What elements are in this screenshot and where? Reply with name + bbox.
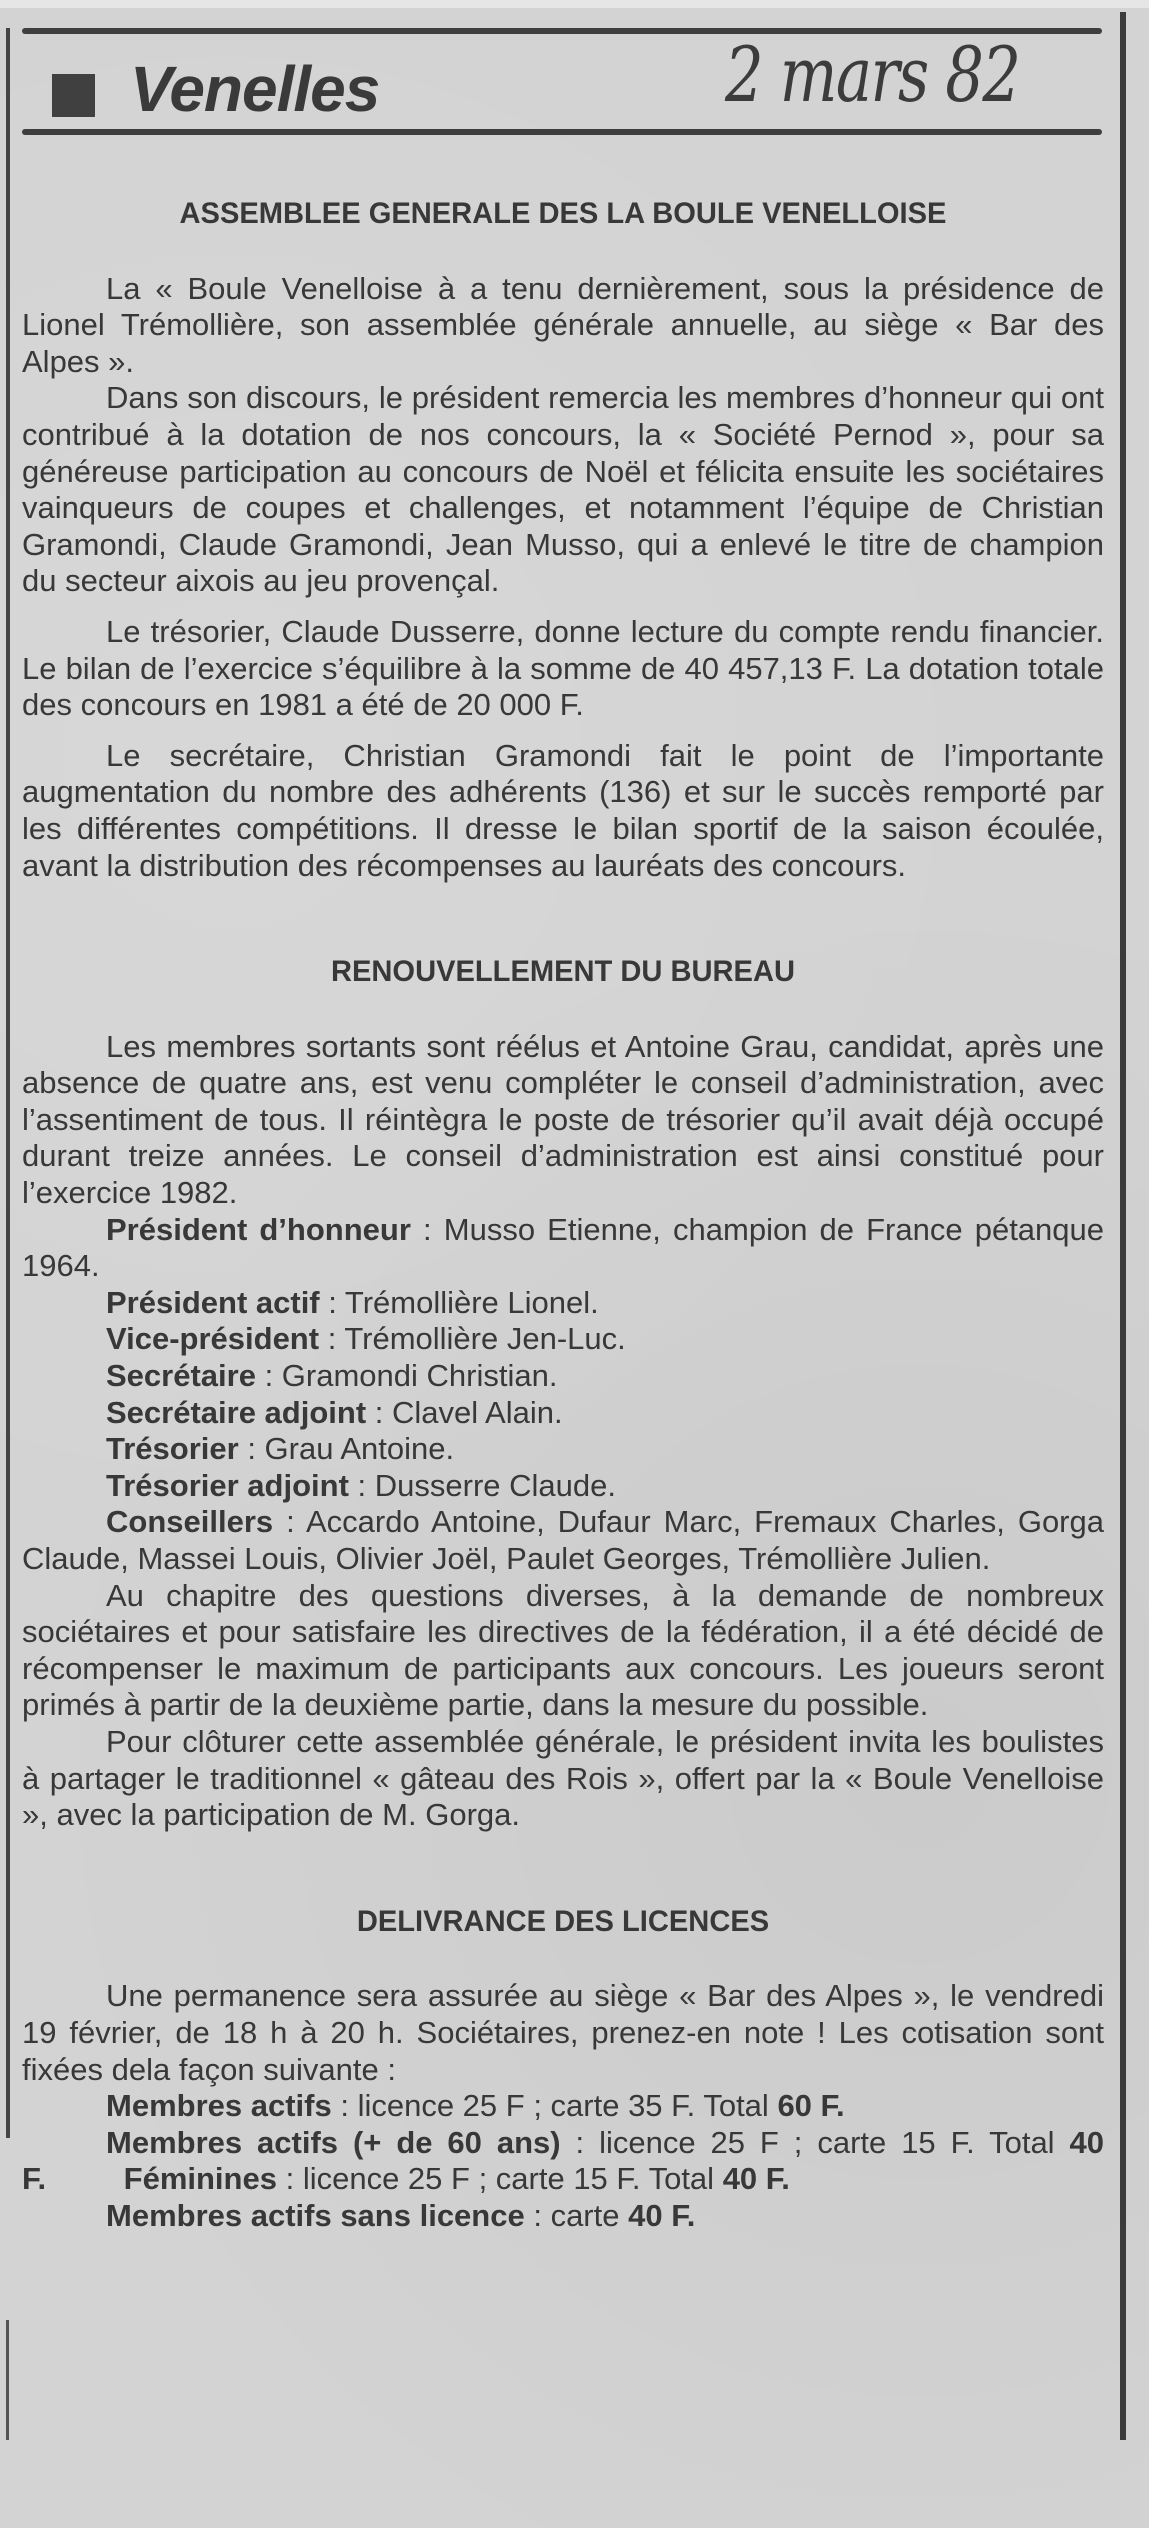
board-names: Trémollière Jen-Luc. [344,1321,626,1357]
fee-category: Féminines [123,2161,277,2197]
board-entry: Vice-président : Trémollière Jen-Luc. [106,1321,626,1357]
board-entry: Trésorier adjoint : Dusserre Claude. [106,1467,616,1503]
header-rule-bottom [22,129,1102,135]
square-bullet-icon [52,74,95,117]
fee-total: 40 F. [628,2197,696,2233]
right-column-rule [1120,12,1126,2440]
board-entry: Président actif : Trémollière Lionel. [106,1284,599,1320]
board-entry: Secrétaire : Gramondi Christian. [106,1358,558,1394]
fee-entry: Membres actifs (+ de 60 ans) : licence 25 F ; carte 15 F. Total 40 F. Féminines : licence 25 F ; carte 15 F. Total 40 F. [22,2124,1104,2197]
left-column-rule [6,28,10,2138]
fee-detail: licence 25 F ; carte 35 F. Total [357,2088,778,2124]
paragraph: Une permanence sera assurée au siège « Bar des Alpes », le vendredi 19 février, de 18 h à 20 h. Sociétaires, prenez-en note ! Les cotisation sont fixées dela façon suivante : [22,1978,1104,2087]
board-names: Trémollière Lionel. [344,1284,599,1320]
article-body [22,196,1104,2235]
section-title: Venelles [130,53,380,125]
board-role: Trésorier [106,1431,239,1467]
board-list [22,1212,1104,1578]
paragraph: Dans son discours, le président remercia les membres d’honneur qui ont contribué à la dotation de nos concours, la « Société Pernod », pour sa généreuse participation au concours de Noël et félicita ensuite les sociétaires vainqueurs de coupes et challenges, et notamment l’équipe de Christian Gramondi, Claude Gramondi, Jean Musso, qui a enlevé le titre de champion du secteur aixois au jeu provençal. [22,380,1104,599]
board-role: Secrétaire [106,1358,256,1394]
left-column-rule-lower [6,2320,9,2440]
fee-category: Membres actifs (+ de 60 ans) [106,2124,561,2160]
board-names: Clavel Alain. [392,1394,563,1430]
board-entry: Trésorier : Grau Antoine. [106,1431,455,1467]
board-entry: Conseillers : Accardo Antoine, Dufaur Marc, Fremaux Charles, Gorga Claude, Massei Louis, Olivier Joël, Paulet Georges, Trémollière Julien. [22,1504,1104,1576]
paragraph: Pour clôturer cette assemblée générale, le président invita les boulistes à partager le traditionnel « gâteau des Rois », offert par la « Boule Venelloise », avec la participation de M. Gorga. [22,1723,1104,1833]
handwritten-date: 2 mars 82 [725,30,1020,119]
paragraph: Le secrétaire, Christian Gramondi fait le point de l’importante augmentation du nombre des adhérents (136) et sur le succès remporté par les différentes compétitions. Il dresse le bilan sportif de la saison écoulée, avant la distribution des récompenses au lauréats des concours. [22,737,1104,883]
fee-list [22,2088,1104,2234]
board-role: Président actif [106,1284,320,1320]
fee-detail: licence 25 F ; carte 15 F. Total [302,2161,723,2197]
paragraph: La « Boule Venelloise à a tenu dernièrement, sous la présidence de Lionel Trémollière, son assemblée générale annuelle, au siège « Bar des Alpes ». [22,270,1104,379]
fee-total: 40 F. [722,2161,790,2197]
fee-category: Membres actifs sans licence [106,2197,525,2233]
fee-entry: Membres actifs : licence 25 F ; carte 35 F. Total 60 F. [106,2088,845,2124]
board-names: Gramondi Christian. [281,1358,558,1394]
subheading-bureau: RENOUVELLEMENT DU BUREAU [330,955,795,989]
fee-detail: licence 25 F ; carte 15 F. Total [599,2124,1070,2160]
board-role: Conseillers [106,1504,274,1540]
paragraph: Les membres sortants sont réélus et Antoine Grau, candidat, après une absence de quatre ans, est venu compléter le conseil d’administration, avec l’assentiment de tous. Il réintègra le poste de trésorier qu’il avait déjà occupé durant treize années. Le conseil d’administration est ainsi constitué pour l’exercice 1982. [22,1028,1104,1211]
board-entry: Secrétaire adjoint : Clavel Alain. [106,1394,563,1430]
fee-total: 60 F. [777,2088,845,2124]
board-role: Trésorier adjoint [106,1467,349,1503]
article-title: ASSEMBLEE GENERALE DES LA BOULE VENELLOISE [179,197,947,230]
fee-category: Membres actifs [106,2088,332,2124]
fee-total: 40 F. [22,2124,1104,2197]
fee-detail: carte [550,2197,629,2233]
subheading-licences: DELIVRANCE DES LICENCES [356,1904,770,1938]
board-entry: Président d’honneur : Musso Etienne, champion de France pétanque 1964. [22,1211,1105,1284]
fee-entry: Membres actifs sans licence : carte 40 F. [106,2197,696,2233]
board-role: Président d’honneur [106,1211,411,1247]
board-role: Secrétaire adjoint [106,1394,367,1430]
board-names: Musso Etienne, champion de France pétanque 1964. [22,1211,1105,1284]
board-names: Dusserre Claude. [374,1467,616,1503]
board-names: Grau Antoine. [264,1431,455,1467]
paragraph: Au chapitre des questions diverses, à la demande de nombreux sociétaires et pour satisfaire les directives de la fédération, il a été décidé de récompenser le maximum de participants aux concours. Les joueurs seront primés à partir de la deuxième partie, dans la mesure du possible. [22,1577,1104,1723]
board-role: Vice-président [106,1321,320,1357]
paragraph: Le trésorier, Claude Dusserre, donne lecture du compte rendu financier. Le bilan de l’exercice s’équilibre à la somme de 40 457,13 F. La dotation totale des concours en 1981 a été de 20 000 F. [22,613,1104,723]
board-names: Accardo Antoine, Dufaur Marc, Fremaux Charles, Gorga Claude, Massei Louis, Olivier Joël, Paulet Georges, Trémollière Julien. [22,1504,1104,1576]
